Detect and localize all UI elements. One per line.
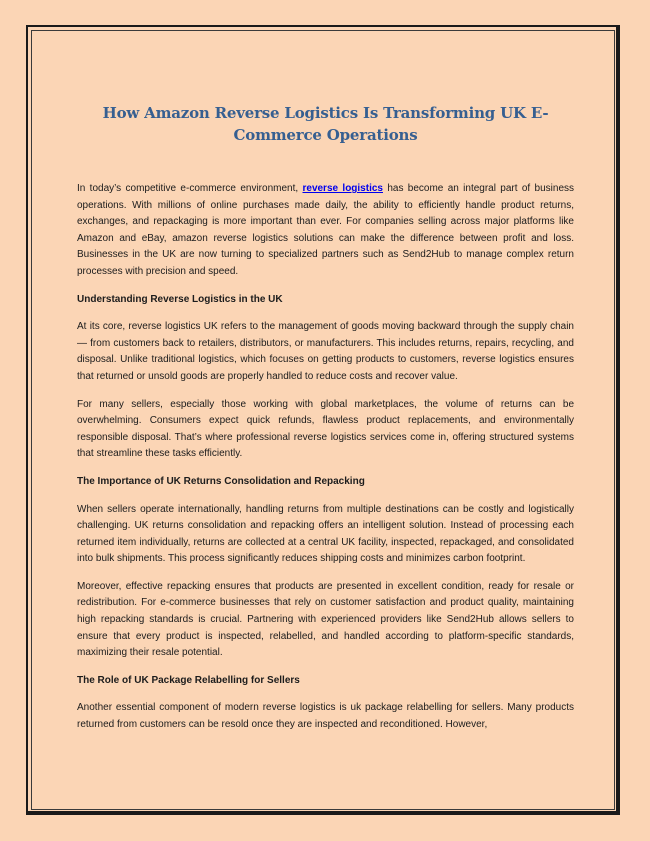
intro-paragraph xyxy=(77,181,574,281)
section-1-paragraph-2: For many sellers, especially those working with global marketplaces, the volume of returns can be overwhelming. Consumers expect quick refunds, flawless product replacements, and environmentally responsible disposal. That’s where professional reverse logistics services come in, offering structured systems that streamline these tasks efficiently. xyxy=(77,398,574,460)
section-1-paragraph-1: At its core, reverse logistics UK refers to the management of goods moving backward through the supply chain — from customers back to retailers, distributors, or manufacturers. This includes returns, repairs, recycling, and disposal. Unlike traditional logistics, which focuses on getting products to customers, reverse logistics ensures that returned or unsold goods are properly handled to reduce costs and recover value. xyxy=(77,321,574,382)
section-heading-understanding: Understanding Reverse Logistics in the UK xyxy=(77,293,283,305)
intro-text-before-link: In today’s competitive e-commerce environment, xyxy=(77,183,303,194)
reverse-logistics-link[interactable]: reverse logistics xyxy=(302,183,383,194)
title-line-2: Commerce Operations xyxy=(233,126,418,144)
section-2-paragraph-2: Moreover, effective repacking ensures that products are presented in excellent condition, ready for resale or redistribution. For e-commerce businesses that rely on customer satisfaction and product quality, maintaining high repacking standards is crucial. Partnering with experienced providers like Send2Hub allows sellers to ensure that every product is inspected, relabelled, and handled according to platform-specific standards, maximizing their resale potential. xyxy=(77,580,574,659)
section-3-paragraph-1: Another essential component of modern reverse logistics is uk package relabelling for sellers. Many products returned from customers can be resold once they are inspected and reconditioned. However, xyxy=(77,702,574,731)
document-title xyxy=(77,102,574,146)
section-heading-consolidation: The Importance of UK Returns Consolidation and Repacking xyxy=(77,475,365,487)
document-body xyxy=(77,102,574,745)
intro-text-after-link: has become an integral part of business operations. With millions of online purchases made daily, the ability to efficiently handle product returns, exchanges, and repackaging is more important than ever. For companies selling across major platforms like Amazon and eBay, amazon reverse logistics solutions can make the difference between profit and loss. Businesses in the UK are now turning to specialized partners such as Send2Hub to manage complex return processes with precision and speed. xyxy=(77,183,575,277)
title-line-1: How Amazon Reverse Logistics Is Transforming UK E- xyxy=(102,104,549,122)
section-heading-relabelling: The Role of UK Package Relabelling for Sellers xyxy=(77,674,300,686)
section-2-paragraph-1: When sellers operate internationally, handling returns from multiple destinations can be costly and logistically challenging. UK returns consolidation and repacking offers an intelligent solution. Instead of processing each returned item individually, returns are collected at a central UK facility, inspected, repackaged, and consolidated into bulk shipments. This process significantly reduces shipping costs and minimizes carbon footprint. xyxy=(77,503,574,565)
